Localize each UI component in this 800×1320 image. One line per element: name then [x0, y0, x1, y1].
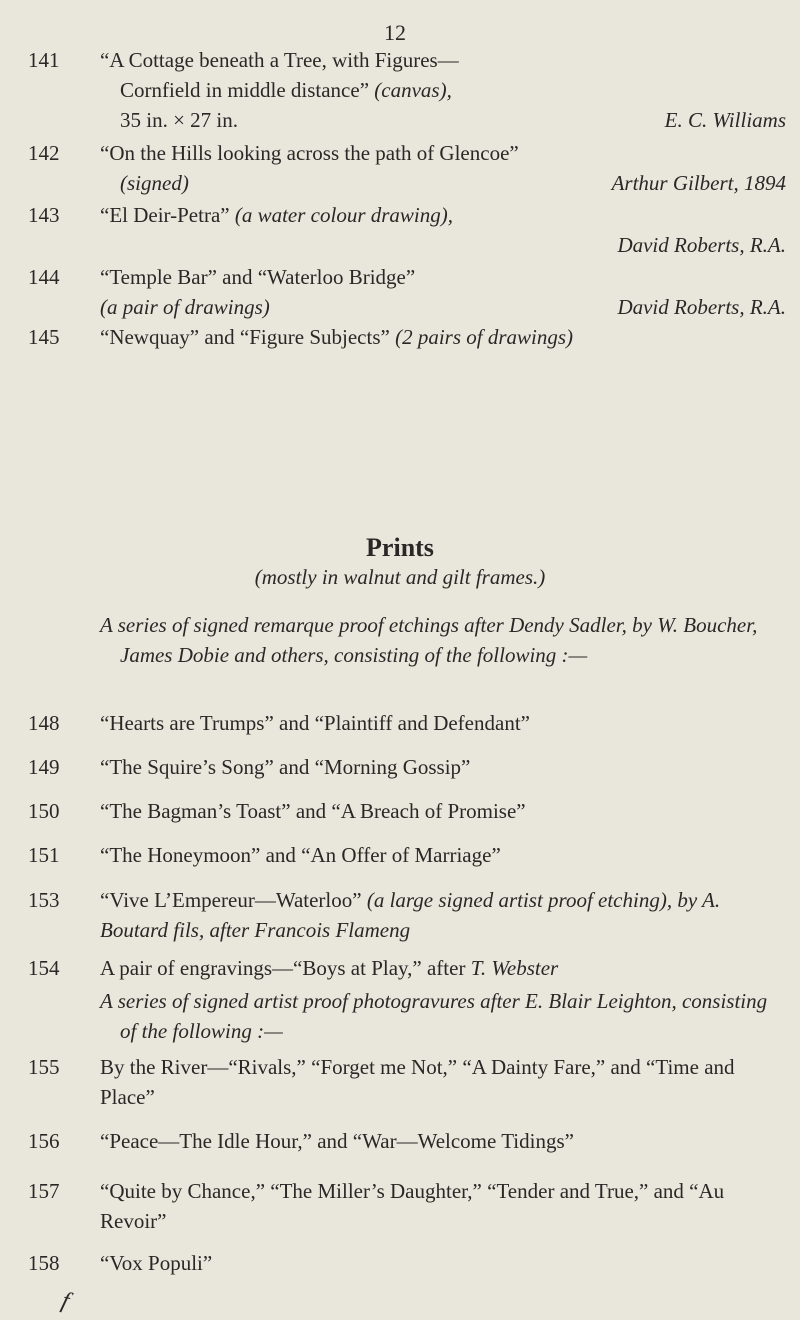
lot-154 — [28, 953, 786, 983]
lot-title: “Vive L’Empereur—Waterloo” — [100, 888, 367, 912]
lot-title: “The Bagman’s Toast” and “A Breach of Promise” — [100, 799, 526, 823]
lot-number: 141 — [28, 48, 60, 72]
lot-144 — [28, 262, 786, 322]
lot-title: “Hearts are Trumps” and “Plaintiff and Defendant” — [100, 711, 530, 735]
lot-145 — [28, 322, 786, 352]
lot-number: 143 — [28, 203, 60, 227]
lot-157 — [28, 1176, 786, 1236]
section-subheading: (mostly in walnut and gilt frames.) — [254, 565, 546, 589]
lot-149 — [28, 752, 786, 782]
lot-title: A pair of engravings—“Boys at Play,” after — [100, 956, 471, 980]
lot-148 — [28, 708, 786, 738]
lot-142 — [28, 138, 786, 198]
lot-artist: David Roberts, R.A. — [617, 233, 786, 257]
lot-number: 150 — [28, 799, 60, 823]
lot-medium: (2 pairs of drawings) — [395, 325, 574, 349]
lot-dimensions: 35 in. × 27 in. — [120, 108, 239, 132]
page-number: 12 — [384, 20, 406, 45]
lot-title: “Peace—The Idle Hour,” and “War—Welcome Tidings” — [100, 1129, 574, 1153]
series-intro — [100, 610, 786, 670]
series-intro-2-text: A series of signed artist proof photogravures after E. Blair Leighton, consisting of the following :— — [100, 989, 768, 1043]
lot-155 — [28, 1052, 786, 1112]
lot-title: “The Honeymoon” and “An Offer of Marriage” — [100, 843, 501, 867]
lot-number: 144 — [28, 265, 60, 289]
lot-number: 149 — [28, 755, 60, 779]
lot-158 — [28, 1248, 786, 1278]
lot-title: By the River—“Rivals,” “Forget me Not,” “A Dainty Fare,” and “Time and Place” — [100, 1055, 735, 1109]
lot-number: 148 — [28, 711, 60, 735]
lot-artist: T. Webster — [470, 956, 559, 980]
lot-number: 151 — [28, 843, 60, 867]
lot-note: (signed) — [120, 171, 189, 195]
lot-title: “On the Hills looking across the path of Glencoe” — [100, 141, 519, 165]
lot-artist: Arthur Gilbert, 1894 — [611, 171, 786, 195]
lot-title-cont: Cornfield in middle distance” — [120, 78, 375, 102]
lot-title: “A Cottage beneath a Tree, with Figures— — [100, 48, 459, 72]
section-heading: Prints — [366, 533, 434, 562]
lot-description: (a large signed artist proof etching), by A. Boutard fils, after Francois Flameng — [100, 888, 721, 942]
lot-number: 154 — [28, 956, 60, 980]
lot-number: 157 — [28, 1179, 60, 1203]
lot-title: “Vox Populi” — [100, 1251, 213, 1275]
lot-number: 145 — [28, 325, 60, 349]
lot-number: 142 — [28, 141, 60, 165]
lot-title: “Newquay” and “Figure Subjects” — [100, 325, 396, 349]
lot-number: 153 — [28, 888, 60, 912]
lot-number: 155 — [28, 1055, 60, 1079]
lot-medium: (a water colour drawing), — [234, 203, 454, 227]
lot-medium: (a pair of drawings) — [100, 295, 270, 319]
lot-143 — [28, 200, 786, 260]
lot-153 — [28, 885, 786, 945]
lot-156 — [28, 1126, 786, 1156]
lot-141 — [28, 45, 786, 135]
lot-title: “Quite by Chance,” “The Miller’s Daughter,” “Tender and True,” and “Au Revoir” — [100, 1179, 725, 1233]
lot-title: “Temple Bar” and “Waterloo Bridge” — [100, 265, 416, 289]
margin-mark: f — [58, 1287, 73, 1315]
lot-title: “El Deir-Petra” — [100, 203, 235, 227]
lot-151 — [28, 840, 786, 870]
lot-medium: (canvas), — [374, 78, 452, 102]
lot-150 — [28, 796, 786, 826]
lot-number: 158 — [28, 1251, 60, 1275]
series-intro-text: A series of signed remarque proof etchings after Dendy Sadler, by W. Boucher, James Dobie and others, consisting of the following :— — [100, 613, 758, 667]
series-intro-2 — [100, 986, 786, 1046]
lot-artist: E. C. Williams — [664, 108, 786, 132]
lot-artist: David Roberts, R.A. — [617, 295, 786, 319]
lot-number: 156 — [28, 1129, 60, 1153]
lot-title: “The Squire’s Song” and “Morning Gossip” — [100, 755, 471, 779]
